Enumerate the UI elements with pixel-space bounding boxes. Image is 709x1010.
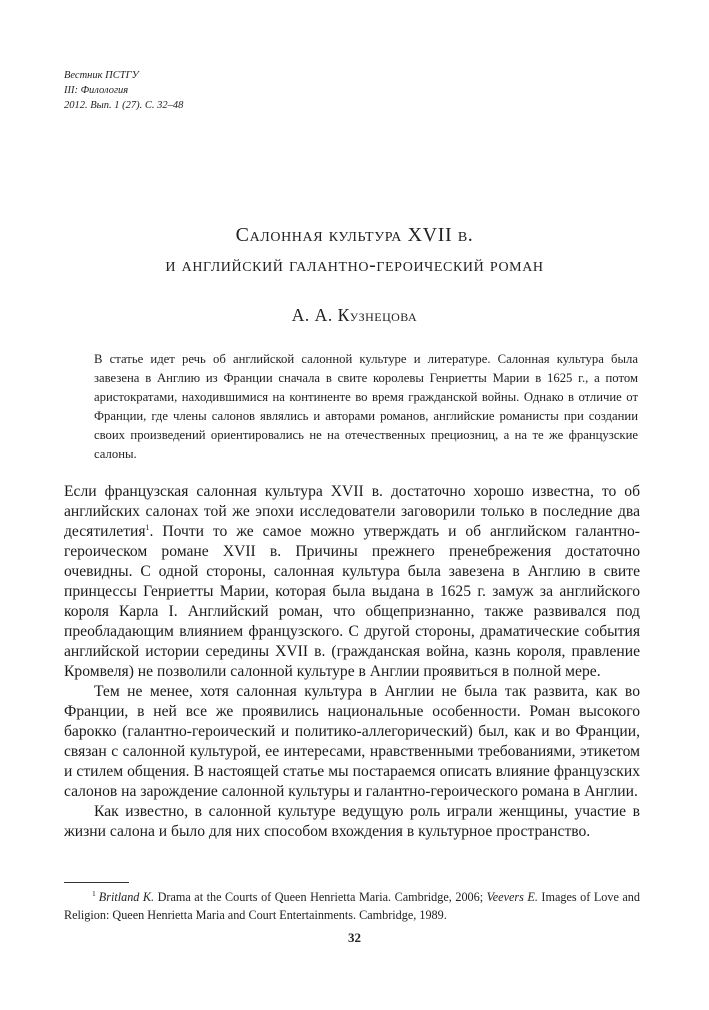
journal-header xyxy=(64,68,183,113)
footnote-author-1: Britland K. xyxy=(98,890,155,904)
paragraph-3: Как известно, в салонной культуре ведущую роль играли женщины, участие в жизни салона и было для них способом вхождения в культурное пространство. xyxy=(64,803,640,840)
paragraph-1-rest: . Почти то же самое можно утверждать и об английском галантно-героическом романе XVII в. Причины прежнего пренебрежения достаточно очевидны. С одной стороны, салонная культура была завезена в Англию в свите принцессы Генриетты Марии, которая была выдана в 1625 г. замуж за английского короля Карла I. Английский роман, что общепризнанно, также развивался под преобладающим влиянием французского. С другой стороны, драматические события английской истории середины XVII в. (гражданская война, казнь короля, правление Кромвеля) не позволили салонной культуре в Англии проявиться в полной мере. xyxy=(64,523,640,680)
footnote-author-2: Veevers E. xyxy=(486,890,538,904)
footnote-divider xyxy=(64,882,129,883)
journal-issue: 2012. Вып. 1 (27). С. 32–48 xyxy=(64,100,184,111)
journal-name: Вестник ПСТГУ xyxy=(64,70,139,81)
title-line-2: и английский галантно-героический роман xyxy=(165,254,544,276)
paragraph-2: Тем не менее, хотя салонная культура в Англии не была так развита, как во Франции, в ней все же проявились национальные особенности. Роман высокого барокко (галантно-героический и политико-аллегорический) был, как и во Франции, связан с салонной культурой, ее интересами, нравственными требованиями, этикетом и стилем общения. В настоящей статье мы постараемся описать влияние французских салонов на зарождение салонной культуры и галантно-героического романа в Англии. xyxy=(64,683,640,800)
footnote-reference[interactable]: 1 xyxy=(145,522,150,532)
article-body xyxy=(64,482,640,842)
footnote-number: 1 xyxy=(92,888,96,898)
paragraph-1 xyxy=(64,482,640,682)
journal-series: III: Филология xyxy=(64,85,129,96)
paragraph-1-start: Если французская салонная культура XVII в. достаточно хорошо известна, то об английских салонах той же эпохи исследователи заговорили только в последние два десятилетия xyxy=(64,483,640,540)
footnote-text-1: Drama at the Courts of Queen Henrietta Maria. Cambridge, 2006; xyxy=(154,890,487,904)
footnote-text-2: Images of Love and Religion: Queen Henrietta Maria and Court Entertainments. Cambridge, 1989. xyxy=(64,890,640,922)
author-name: А. А. Кузнецова xyxy=(291,305,418,325)
article-title xyxy=(60,220,649,280)
abstract: В статье идет речь об английской салонной культуре и литературе. Салонная культура была завезена в Англию из Франции сначала в свите королевы Генриетты Марии в 1625 г., а потом аристократами, находившимися на континенте во время гражданской войны. Однако в отличие от Франции, где члены салонов являлись и авторами романов, английские романисты при создании своих произведений ориентировались не на отечественных прециозниц, а на те же французские салоны. xyxy=(94,352,638,462)
footnote xyxy=(64,888,640,924)
title-line-1: Салонная культура XVII в. xyxy=(235,224,474,246)
page-number: 32 xyxy=(348,930,361,945)
